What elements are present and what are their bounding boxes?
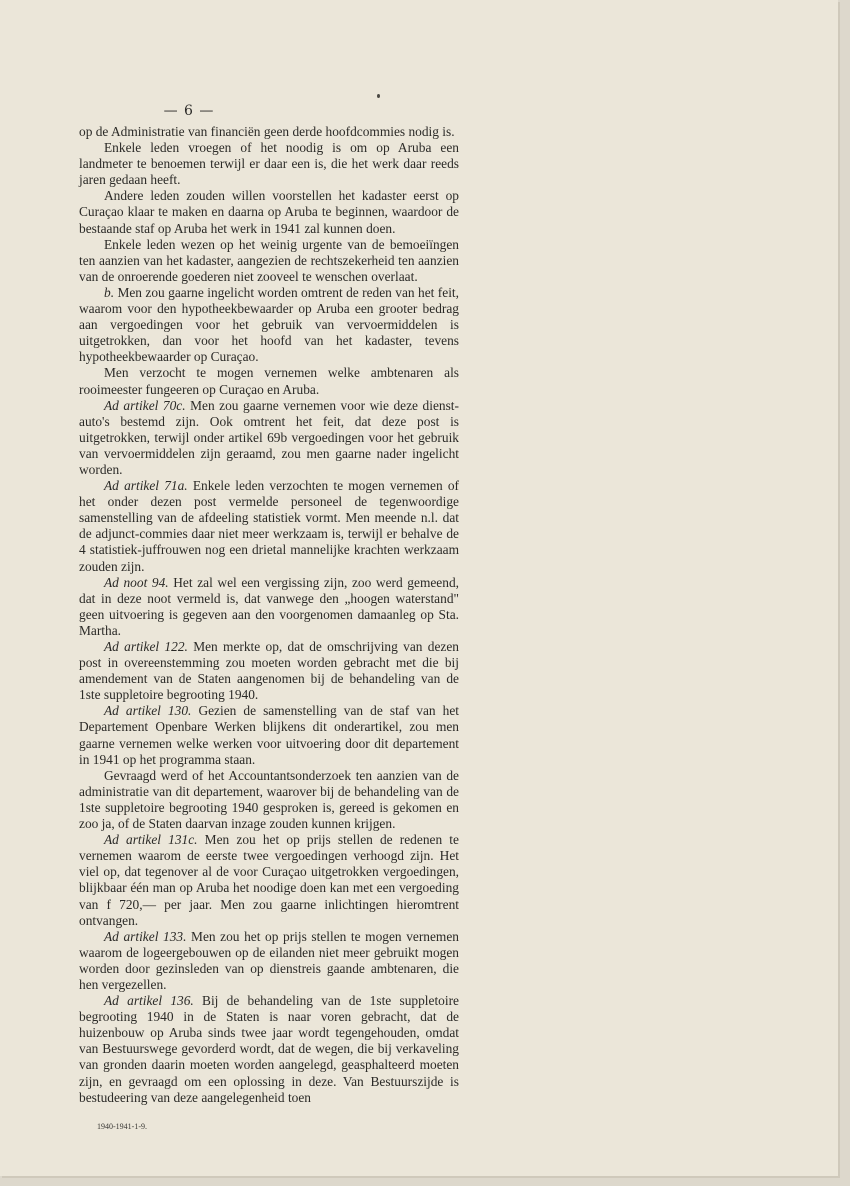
body-text <box>79 124 459 1106</box>
paragraph <box>79 124 459 140</box>
paragraph-lead: Ad noot 94. <box>104 574 169 590</box>
paragraph-text: Men zou gaarne ingelicht worden omtrent de reden van het feit, waarom voor den hypotheekbewaarder op Aruba een grooter bedrag aan vergoedingen voor het gebruik van vervoermiddelen is uitgetrokken, dan voor het hoofd van het kadaster, tevens hypotheekbewaarder op Curaçao. <box>79 284 459 365</box>
paragraph <box>79 929 459 993</box>
paragraph-text: op de Administratie van financiën geen derde hoofdcommies nodig is. <box>79 124 455 139</box>
paragraph-text: Men merkte op, dat de omschrijving van dezen post in overeenstemming zou moeten worden gebracht met die bij amendement van de Staten aangenomen bij de behandeling van de 1ste suppletoire begrooting 1940. <box>79 639 459 703</box>
paragraph-lead: Ad artikel 133. <box>104 928 187 944</box>
paragraph-lead: Ad artikel 71a. <box>104 478 188 494</box>
paragraph-text: Men zou het op prijs stellen de redenen te vernemen waarom de eerste twee vergoedingen verhoogd zijn. Het viel op, dat tegenover al de voor Curaçao uitgetrokken vergoedingen, blijkbaar één man op Aruba het noodige doen kan met een vergoeding van f 720,— per jaar. Men zou gaarne inlichtingen hieromtrent ontvangen. <box>79 832 459 928</box>
paragraph <box>79 768 459 832</box>
page-number: — 6 — <box>163 103 215 119</box>
paragraph <box>79 993 459 1106</box>
paragraph <box>79 639 459 703</box>
paragraph-text: Bij de behandeling van de 1ste suppletoire begrooting 1940 in de Staten is naar voren gebracht, dat de huizenbouw op Aruba sinds twee jaar wordt tegengehouden, omdat van Bestuurswege gevorderd wordt, dat de wegen, die bij verkaveling van gronden daarin moeten worden aangelegd, geasphalteerd moeten zijn, en gevraagd om een oplossing in deze. Van Bestuurszijde is bestudeering van deze aangelegenheid toen <box>79 993 459 1105</box>
paragraph-text: Gezien de samenstelling van de staf van het Departement Openbare Werken blijkens dit onderartikel, zou men gaarne vernemen welke werken voor uitvoering door dit departement in 1941 op het programma staan. <box>79 703 459 767</box>
paragraph-lead: b. <box>104 284 115 300</box>
paragraph <box>79 703 459 767</box>
paragraph-text: Enkele leden wezen op het weinig urgente van de bemoeiïngen ten aanzien van het kadaster, aangezien de rechtszekerheid ten aanzien van de onroerende goederen niet zooveel te wenschen overlaat. <box>79 236 459 284</box>
paragraph-text: Men zou gaarne vernemen voor wie deze dienst-auto's bestemd zijn. Ook omtrent het feit, dat deze post is uitgetrokken, terwijl onder artikel 69b vergoedingen voor het gebruik van vervoermiddelen zijn geraamd, zou men gaarne nader ingelicht worden. <box>79 397 459 477</box>
ink-speck <box>377 94 380 98</box>
paragraph <box>79 188 459 236</box>
paragraph-lead: Ad artikel 130. <box>104 703 192 719</box>
footer-code: 1940-1941-1-9. <box>97 1122 147 1131</box>
paragraph-lead: Ad artikel 70c. <box>104 397 186 413</box>
paragraph-text: Men verzocht te mogen vernemen welke ambtenaren als rooimeester fungeeren op Curaçao en Aruba. <box>79 365 459 397</box>
paragraph-text: Andere leden zouden willen voorstellen het kadaster eerst op Curaçao klaar te maken en daarna op Aruba te beginnen, waardoor de bestaande staf op Aruba het werk in 1941 zal kunnen doen. <box>79 188 459 236</box>
paragraph-text: Het zal wel een vergissing zijn, zoo werd gemeend, dat in deze noot vermeld is, dat vanwege den „hoogen waterstand" geen uitvoering is gegeven aan den voorgenomen damaanleg op Sta. Martha. <box>79 574 459 638</box>
paragraph-text: Men zou het op prijs stellen te mogen vernemen waarom de logeergebouwen op de eilanden niet meer gebruikt mogen worden door gezinsleden van op dienstreis gaande ambtenaren, die hen vergezellen. <box>79 928 459 992</box>
paragraph <box>79 365 459 397</box>
paragraph <box>79 478 459 575</box>
paragraph <box>79 140 459 188</box>
paragraph-lead: Ad artikel 122. <box>104 639 188 654</box>
paragraph <box>79 575 459 639</box>
paragraph-text: Enkele leden vroegen of het noodig is om op Aruba een landmeter te benoemen terwijl er daar een is, die het werk daar reeds jaren gedaan heeft. <box>79 140 459 188</box>
paragraph-text: Gevraagd werd of het Accountantsonderzoek ten aanzien van de administratie van dit departement, waarover bij de behandeling van de 1ste suppletoire begrooting 1940 gesproken is, gereed is gekomen en zoo ja, of de Staten daarvan inzage zouden kunnen krijgen. <box>79 767 459 832</box>
paragraph-text: Enkele leden verzochten te mogen vernemen of het onder dezen post vermelde personeel de tegenwoordige samenstelling van de afdeeling statistiek vormt. Men meende n.l. dat de adjunct-commies daar niet meer werkzaam is, terwijl er behalve de 4 statistiek-juffrouwen nog een drietal mannelijke krachten werkzaam zouden zijn. <box>79 478 459 574</box>
paragraph <box>79 237 459 285</box>
paragraph <box>79 832 459 929</box>
paragraph-lead: Ad artikel 131c. <box>104 832 198 848</box>
paragraph <box>79 285 459 365</box>
paragraph-lead: Ad artikel 136. <box>104 993 194 1009</box>
paragraph <box>79 398 459 478</box>
